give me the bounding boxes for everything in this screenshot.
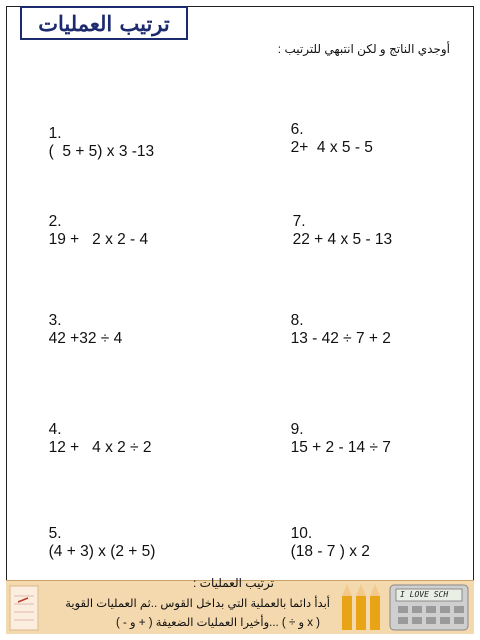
problem-number: 6. — [290, 121, 304, 138]
problem-number: 5. — [48, 525, 62, 542]
problem-expression: (18 - 7 ) x 2 — [290, 543, 370, 560]
pencil-icon — [342, 584, 380, 630]
notebook-decoration — [8, 582, 42, 637]
footer-rule-line-1: أبدأ دائما بالعملية التي بداخل القوس ..ثم العمليات القوية — [65, 598, 330, 610]
problem-expression: 13 - 42 ÷ 7 + 2 — [290, 330, 391, 347]
instruction-text: أوجدي الناتج و لكن انتبهي للترتيب : — [277, 42, 450, 56]
problem-8 — [282, 294, 391, 348]
problem-expression: 22 + 4 x 5 - 13 — [292, 231, 393, 248]
problem-6 — [282, 103, 373, 157]
problem-number: 8. — [290, 312, 304, 329]
problem-10 — [282, 507, 370, 561]
problem-number: 4. — [48, 421, 62, 438]
problem-1 — [40, 107, 154, 161]
problem-3 — [40, 294, 122, 348]
calculator-label: I LOVE SCH — [400, 590, 449, 599]
problem-number: 1. — [48, 125, 62, 142]
footer-title: ترتيب العمليات : — [193, 576, 274, 590]
problem-7 — [284, 195, 392, 249]
problem-number: 9. — [290, 421, 304, 438]
page-title: ترتيب العمليات — [38, 10, 170, 36]
problem-expression: 19 + 2 x 2 - 4 — [48, 231, 149, 248]
problem-expression: ( 5 + 5) x 3 -13 — [48, 143, 155, 160]
school-supplies-decoration — [338, 582, 472, 637]
problem-expression: 2+ 4 x 5 - 5 — [290, 139, 373, 156]
problem-9 — [282, 403, 391, 457]
problem-5 — [40, 507, 155, 561]
footer-rule-line-2: ( x و ÷ ) ...وأخيرا العمليات الضعيفة ( + و - ) — [115, 617, 320, 629]
problem-number: 3. — [48, 312, 62, 329]
problem-number: 10. — [290, 525, 313, 542]
problem-2 — [40, 195, 148, 249]
problem-4 — [40, 403, 152, 457]
title-box — [20, 6, 188, 40]
problem-number: 7. — [292, 213, 306, 230]
problem-expression: 12 + 4 x 2 ÷ 2 — [48, 439, 152, 456]
problem-expression: 42 +32 ÷ 4 — [48, 330, 123, 347]
problem-expression: 15 + 2 - 14 ÷ 7 — [290, 439, 391, 456]
problem-expression: (4 + 3) x (2 + 5) — [48, 543, 156, 560]
problem-number: 2. — [48, 213, 62, 230]
